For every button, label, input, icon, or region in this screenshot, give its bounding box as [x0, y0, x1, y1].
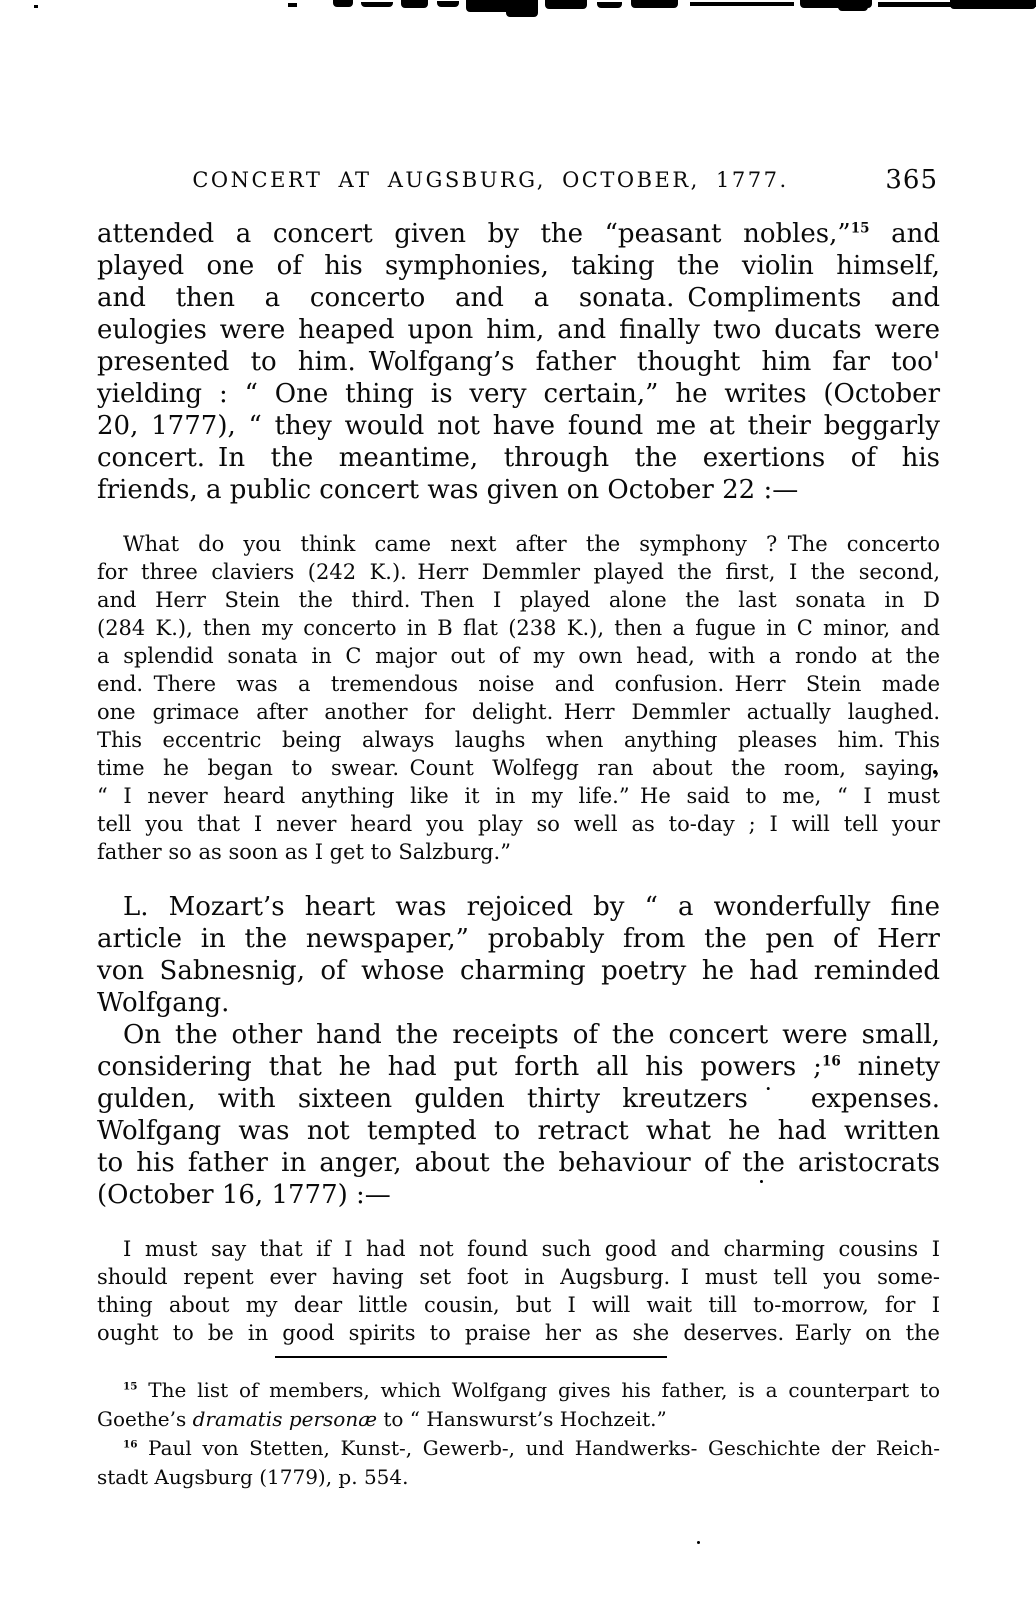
text-line: end. There was a tremendous noise and confusion. Herr Stein made	[97, 672, 940, 696]
footnote-16-line	[97, 1434, 940, 1463]
page-number: 365	[885, 165, 938, 195]
text-line: This eccentric being always laughs when anything pleases him. This	[97, 728, 940, 752]
letter-quote-1	[97, 530, 940, 866]
text-line: eulogies were heaped upon him, and finally two ducats were	[97, 315, 940, 345]
text-line	[97, 218, 940, 250]
footnote-16-line: stadt Augsburg (1779), p. 554.	[97, 1465, 409, 1489]
scan-artifact	[690, 2, 794, 6]
page-content	[97, 165, 940, 1492]
footnotes	[97, 1376, 940, 1492]
text-line: Wolfgang.	[97, 988, 230, 1018]
text-line: 20, 1777), “ they would not have found me at their beggarly	[97, 411, 940, 441]
text-line: to his father in anger, about the behaviour of the aristocrats	[97, 1148, 940, 1178]
scan-artifact	[545, 0, 587, 9]
scan-artifact	[401, 0, 428, 8]
scan-artifact	[333, 0, 353, 7]
footnote-16-marker: 16	[123, 1438, 138, 1451]
text-segment: and	[869, 219, 940, 249]
text-segment: considering that he had put forth all his powers ;	[97, 1052, 822, 1082]
scan-artifact	[288, 3, 297, 7]
text-line: thing about my dear little cousin, but I will wait till to-morrow, for I	[97, 1293, 940, 1317]
paragraph-2	[97, 891, 940, 1019]
text-segment: Paul von Stetten, Kunst-, Gewerb-, und Handwerks- Geschichte der Reich-	[137, 1436, 940, 1460]
scan-artifact	[361, 2, 393, 7]
text-line: and Herr Stein the third. Then I played alone the last sonata in D	[97, 588, 940, 612]
scan-artifact	[838, 0, 868, 11]
scan-artifact	[597, 2, 622, 8]
text-line: von Sabnesnig, of whose charming poetry he had reminded	[97, 956, 940, 986]
text-line: and then a concerto and a sonata. Compliments and	[97, 283, 940, 313]
text-line: (October 16, 1777) :—	[97, 1180, 391, 1210]
text-segment: ninety	[840, 1052, 940, 1082]
footnote-ref-16: 16	[821, 1053, 841, 1070]
text-segment: to “ Hanswurst’s Hochzeit.”	[377, 1407, 667, 1431]
text-line: played one of his symphonies, taking the violin himself,	[97, 251, 940, 281]
scan-artifact	[950, 0, 1036, 9]
text-line: gulden, with sixteen gulden thirty kreutzers˙ expenses.	[97, 1084, 940, 1114]
text-line: Wolfgang was not tempted to retract what he had written	[97, 1116, 940, 1146]
text-line: time he began to swear. Count Wolfegg ran about the room, saying,	[97, 756, 940, 780]
text-line: ought to be in good spirits to praise her as she deserves. Early on the	[97, 1321, 940, 1345]
text-segment: Goethe’s	[97, 1407, 193, 1431]
text-line: article in the newspaper,” probably from the pen of Herr	[97, 924, 940, 954]
text-line: concert. In the meantime, through the exertions of his	[97, 443, 940, 473]
scan-artifact	[34, 5, 38, 8]
text-line: friends, a public concert was given on October 22 :—	[97, 475, 799, 505]
text-segment: attended a concert given by the “peasant nobles,”	[97, 219, 851, 249]
text-line: On the other hand the receipts of the concert were small,	[123, 1020, 940, 1050]
paragraph-1	[97, 218, 940, 506]
letter-quote-2	[97, 1235, 940, 1347]
text-line: one grimace after another for delight. Herr Demmler actually laughed.	[97, 700, 940, 724]
text-line: should repent ever having set foot in Augsburg. I must tell you some-	[97, 1265, 940, 1289]
text-line: a splendid sonata in C major out of my own head, with a rondo at the	[97, 644, 940, 668]
text-segment: The list of members, which Wolfgang gives his father, is a counterpart to	[137, 1378, 940, 1402]
scan-artifact	[506, 0, 538, 17]
text-line: (284 K.), then my concerto in B flat (238 K.), then a fugue in C minor, and	[97, 616, 940, 640]
footnote-15-line	[97, 1376, 940, 1405]
text-line: “ I never heard anything like it in my life.” He said to me, “ I must	[97, 784, 940, 808]
text-line: I must say that if I had not found such good and charming cousins I	[123, 1237, 940, 1261]
text-line: L. Mozart’s heart was rejoiced by “ a wonderfully fine	[123, 892, 940, 922]
text-line	[97, 1051, 940, 1083]
text-line: presented to him. Wolfgang’s father thought him far too'	[97, 347, 940, 377]
text-line: father so as soon as I get to Salzburg.”	[97, 840, 511, 864]
text-line: yielding : “ One thing is very certain,” he writes (October	[97, 379, 940, 409]
running-header	[97, 165, 940, 198]
footnote-ref-15: 15	[850, 220, 870, 237]
scan-artifact	[437, 1, 459, 7]
text-line: tell you that I never heard you play so well as to-day ; I will tell your	[97, 812, 940, 836]
text-line: What do you think came next after the symphony ? The concerto	[123, 532, 940, 556]
footnote-rule	[275, 1356, 667, 1358]
footnote-15-marker: 15	[123, 1380, 138, 1393]
italic-text: dramatis personæ	[192, 1407, 378, 1431]
footnote-15-line	[97, 1405, 940, 1434]
paragraph-3	[97, 1019, 940, 1211]
ink-dot	[697, 1541, 700, 1544]
running-header-title: CONCERT AT AUGSBURG, OCTOBER, 1777.	[192, 168, 789, 192]
scan-artifact	[631, 0, 678, 8]
text-line: for three claviers (242 K.). Herr Demmler played the first, I the second,	[97, 560, 940, 584]
